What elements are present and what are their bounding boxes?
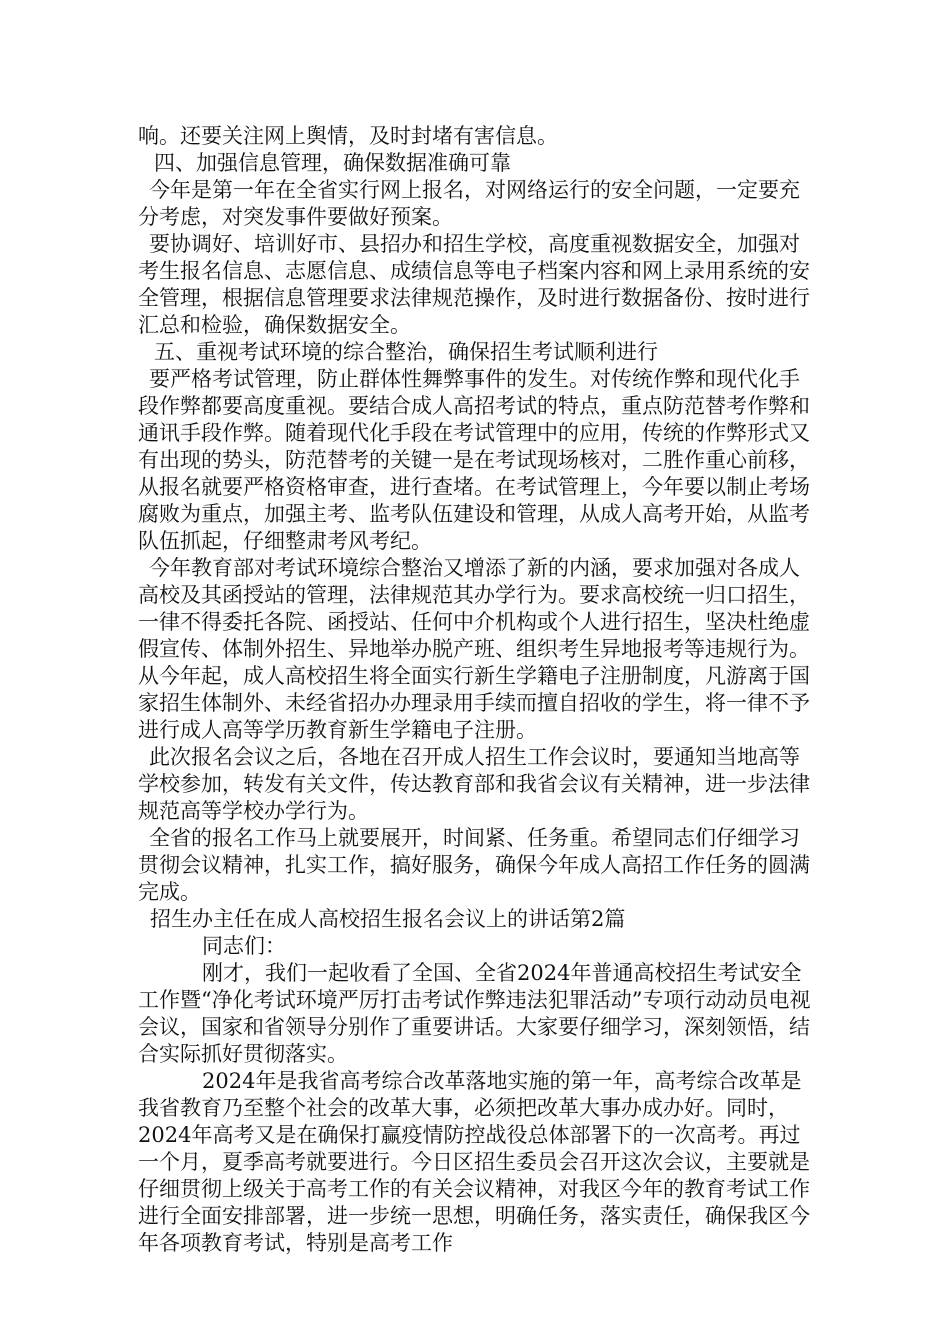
document-body (138, 123, 818, 1257)
paragraph: 刚才，我们一起收看了全国、全省2024年普通高校招生考试安全工作暨“净化考试环境严厉打击考试作弊违法犯罪活动”专项行动动员电视会议，国家和省领导分别作了重要讲话。大家要仔细学习，深刻领悟，结合实际抓好贯彻落实。 (138, 961, 811, 1066)
article-title: 招生办主任在成人高校招生报名会议上的讲话第2篇 (150, 907, 626, 931)
paragraph: 今年教育部对考试环境综合整治又增添了新的内涵，要求加强对各成人高校及其函授站的管理，法律规范其办学行为。要求高校统一归口招生，一律不得委托各院、函授站、任何中介机构或个人进行招生，坚决杜绝虚假宣传、体制外招生、异地举办脱产班、组织考生异地报考等违规行为。从今年起，成人高校招生将全面实行新生学籍电子注册制度，凡游离于国家招生体制外、未经省招办办理录用手续而擅自招收的学生，将一律不予进行成人高等学历教育新生学籍电子注册。 (138, 556, 810, 742)
paragraph: 要协调好、培训好市、县招办和招生学校，高度重视数据安全，加强对考生报名信息、志愿信息、成绩信息等电子档案内容和网上录用系统的安全管理，根据信息管理要求法律规范操作，及时进行数据备份、按时进行汇总和检验，确保数据安全。 (138, 232, 810, 337)
paragraph: 响。还要关注网上舆情，及时封堵有害信息。 (138, 124, 558, 148)
paragraph: 要严格考试管理，防止群体性舞弊事件的发生。对传统作弊和现代化手段作弊都要高度重视。要结合成人高招考试的特点，重点防范替考作弊和通讯手段作弊。随着现代化手段在考试管理中的应用，传统的作弊形式又有出现的势头，防范替考的关键一是在考试现场核对，二胜作重心前移，从报名就要严格资格审查，进行查堵。在考试管理上，今年要以制止考场腐败为重点，加强主考、监考队伍建设和管理，从成人高考开始，从监考队伍抓起，仔细整肃考风考纪。 (138, 367, 810, 553)
paragraph: 全省的报名工作马上就要展开，时间紧、任务重。希望同志们仔细学习贯彻会议精神，扎实工作，搞好服务，确保今年成人高招工作任务的圆满完成。 (138, 826, 810, 904)
paragraph: 2024年是我省高考综合改革落地实施的第一年，高考综合改革是我省教育乃至整个社会的改革大事，必须把改革大事办成办好。同时，2024年高考又是在确保打赢疫情防控战役总体部署下的一次高考。再过一个月，夏季高考就要进行。今日区招生委员会召开这次会议，主要就是仔细贯彻上级关于高考工作的有关会议精神，对我区今年的教育考试工作进行全面安排部署，进一步统一思想，明确任务，落实责任，确保我区今年各项教育考试，特别是高考工作 (138, 1069, 810, 1255)
paragraph: 此次报名会议之后，各地在召开成人招生工作会议时，要通知当地高等学校参加，转发有关文件，传达教育部和我省会议有关精神，进一步法律规范高等学校办学行为。 (138, 745, 810, 823)
paragraph: 今年是第一年在全省实行网上报名，对网络运行的安全问题，一定要充分考虑，对突发事件要做好预案。 (138, 178, 800, 229)
section-heading: 五、重视考试环境的综合整治，确保招生考试顺利进行 (154, 340, 658, 364)
salutation: 同志们： (202, 934, 286, 958)
section-heading: 四、加强信息管理，确保数据准确可靠 (154, 151, 511, 175)
